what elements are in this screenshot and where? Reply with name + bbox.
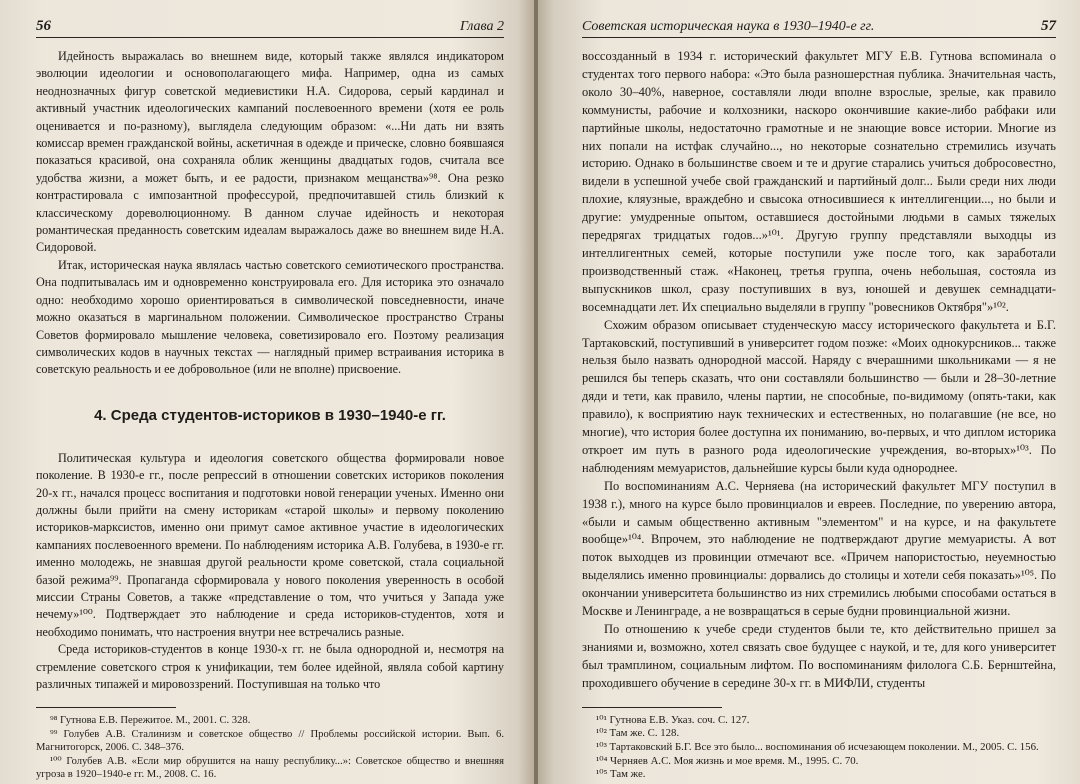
paragraph: Идейность выражалась во внешнем виде, который также являлся индикатором эволюции идеологии и основополагающего мифа. Например, одна из самых неоднозначных фигур советской медиевистики Н.А. Сидорова, серый кардинал и активный участник идеологических кампаний послевоенного времени (хотя ее роль оценивается и по-разному), выглядела следующим образом: «...Ни дать ни взять комиссар времен гражданской войны, аскетичная в одежде и прическе, словно боявшаяся показаться красивой, она сохраняла облик женщины двадцатых годов, считала все удобства жизни, а может быть, и ее радости, признаком мещанства»⁹⁸. Она резко контрастировала с импозантной профессурой, предпочитавшей стиль близкий к классическому дореволюционному. В данном случае идейность и некоторая романтическая преданность советским идеалам выражалось даже во внешнем виде Н.А. Сидоровой. (36, 49, 504, 255)
paragraph: Среда историков-студентов в конце 1930-х гг. не была однородной и, несмотря на стремление советского строя к унификации, тем более идейной, являла собой картину различных типажей и мировоззрений. Поступившая на только что (36, 642, 504, 691)
left-page (0, 0, 534, 784)
footnote: ¹⁰² Там же. С. 128. (596, 727, 680, 740)
right-running-head (582, 18, 1056, 38)
right-page-number: 57 (1041, 18, 1056, 34)
paragraph: Итак, историческая наука являлась частью советского семиотического пространства. Она подпитывалась им и одновременно конструировала его. Для историка это означало одно: необходимо хорошо ориентироваться в символической повседневности, иначе можно оказаться в маргинальном положении. Символическое пространство Страны Советов формировало мышление человека, советизировало его. Поэтому реализация символических кодов в научных текстах — наглядный пример встраивания историка в советскую реальность и ее добровольное (или не вполне) присвоение. (36, 257, 504, 377)
paragraph: По отношению к учебе среди студентов были те, кто действительно пришел за знаниями и, возможно, хотел связать свое будущее с наукой, и те, для кого университет был трамплином, социальным лифтом. По воспоминаниям филолога С.Б. Бернштейна, проходившего обучение в середине 30-х гг. в МИФЛИ, студенты (582, 622, 1056, 690)
left-page-number: 56 (36, 18, 51, 34)
footnote: ¹⁰⁵ Там же. (596, 768, 646, 781)
footnote: ⁹⁹ Голубев А.В. Сталинизм и советское общество // Проблемы российской истории. Вып. 6. Магнитогорск, 2006. С. 348–376. (36, 728, 504, 754)
footnote: ¹⁰¹ Гутнова Е.В. Указ. соч. С. 127. (596, 713, 750, 726)
left-running-head (36, 18, 504, 38)
section-heading: 4. Среда студентов-историков в 1930–1940-е гг. (94, 406, 446, 424)
footnote: ¹⁰³ Тартаковский Б.Г. Все это было... воспоминания об исчезающем поколении. М., 2005. С. 156. (596, 741, 1039, 754)
footnote-divider (36, 707, 176, 708)
footnote: ¹⁰⁰ Голубев А.В. «Если мир обрушится на нашу республику...»: Советское общество и внешняя угроза в 1920–1940-е гг. М., 2008. С. 16. (36, 755, 504, 781)
paragraph: Схожим образом описывает студенческую массу исторического факультета и Б.Г. Тартаковский, поступивший в университет годом позже: «Моих однокурсников... также нельзя было назвать однородной массой. Наряду с вчерашними школьниками — я не решился бы теперь сказать, что они составляли большинство — были и 28–30-летние дяди и тети, как правило, члены партии, не способные, по-видимому (опять-таки, как правило), к восприятию наук технических и естественных, но полагавшие (не все, но многие), что история более доступна их пониманию, во-первых, и что диплом историка откроет им путь в разного рода идеологические учреждения, во-вторых»¹⁰³. По наблюдениям мемуаристов, дальнейшие курсы были куда однороднее. (582, 317, 1056, 475)
right-page (538, 0, 1080, 784)
footnote-divider (582, 707, 722, 708)
paragraph: Политическая культура и идеология советского общества формировали новое поколение. В 1930-е гг., после репрессий в отношении советских историков поколения 20-х гг., начался процесс воспитания и подготовки новой генерации ученых. Именно они должны были прийти на смену историкам «старой школы» и первому поколению историков-марксистов, именно они примут самое активное участие в идеологических кампаниях послевоенного времени. По наблюдениям историка А.В. Голубева, в 1930-е гг. именно молодежь, не знавшая другой реальности кроме советской, стала социальной базой режима⁹⁹. Пропаганда сформировала у нового поколения уверенность в особой миссии Страны Советов, а также «представление о том, что учиться у Запада уже нечему»¹⁰⁰. Подтверждает это наблюдение и среда историков-студентов, хотя и необходимо понимать, что настроения внутри нее встречались разные. (36, 450, 504, 639)
paragraph: По воспоминаниям А.С. Черняева (на исторический факультет МГУ поступил в 1938 г.), много на курсе было провинциалов и евреев. Последние, по уверению автора, «были и самым общественно активным "элементом" и на курсе, и на факультете вообще»¹⁰⁴. Впрочем, это наблюдение не подтверждают другие мемуаристы. А вот поток выходцев из провинции отмечают все. «Причем напористостью, неуемностью выделялись именно провинциалы: дорвались до столицы и хотели себя показать»¹⁰⁵. По окончании университета большинство из них стремились любыми способами остаться в Москве и Ленинграде, а не возвращаться в серые будни провинциальной жизни. (582, 478, 1056, 619)
footnote: ¹⁰⁴ Черняев А.С. Моя жизнь и мое время. М., 1995. С. 70. (596, 754, 859, 767)
paragraph: воссозданный в 1934 г. исторический факультет МГУ Е.В. Гутнова вспоминала о студентах того первого набора: «Это была разношерстная публика. Значительная часть, около 30–40%, наверное, составляли люди вполне взрослые, зрелые, как правило коммунисты, рабочие и колхозники, наскоро окончившие какие-либо рабфаки или партийные школы, недостаточно грамотные и не знающие вовсе истории. Многие из них попали на истфак случайно..., но некоторые сознательно стремились изучать историю. Однако в большинстве своем и те и другие старались учиться добросовестно, видели в успешной учебе свой гражданский и партийный долг... Были среди них люди плохие, кляузные, враждебно и свысока относившиеся к интеллигенции..., но были и другие: умудренные опытом, оставшиеся достойными людьми в самых тяжелых передрягах тридцатых годов...»¹⁰¹. Другую группу представляли выходцы из интеллигентных семей, которые поступили уже после того, как заработали производственный стаж. «Наконец, третья группа, очень небольшая, состояла из выпускников школ, сразу поступивших в вуз, юношей и девушек семнадцати-восемнадцати лет. Их специально выделяли в группу "ровесников Октября"»¹⁰². (582, 49, 1056, 314)
right-running-title: Советская историческая наука в 1930–1940-е гг. (582, 19, 875, 34)
footnote: ⁹⁸ Гутнова Е.В. Пережитое. М., 2001. С. 328. (50, 715, 251, 727)
left-chapter-title: Глава 2 (460, 19, 504, 34)
